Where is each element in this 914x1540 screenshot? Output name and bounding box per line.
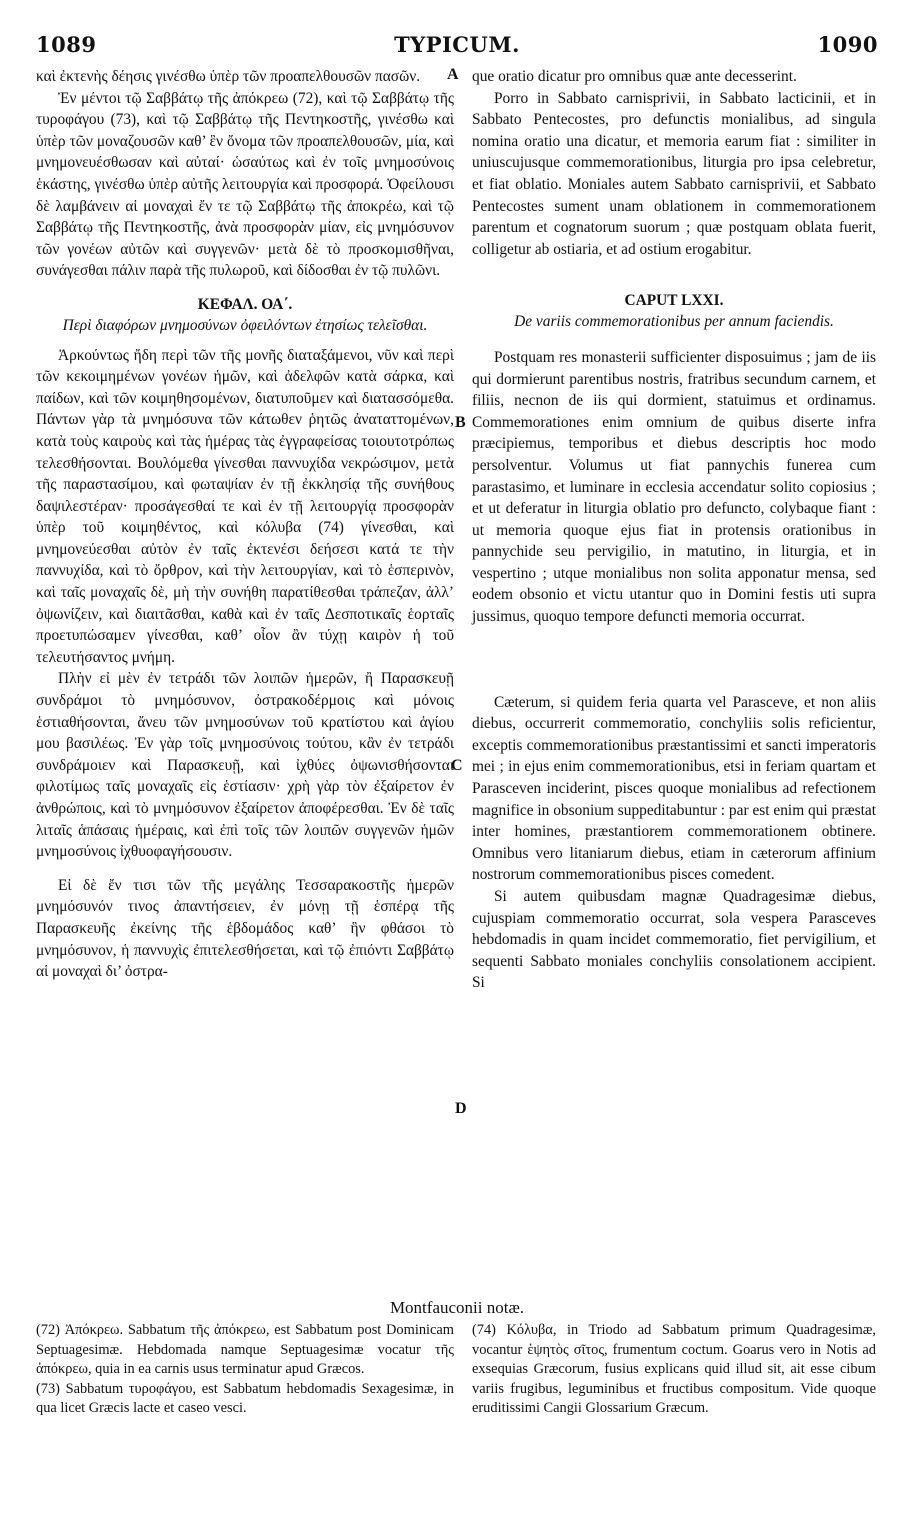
greek-paragraph-0: καὶ ἐκτενὴς δέησις γινέσθω ὑπὲρ τῶν προαπελθουσῶν πασῶν. xyxy=(36,68,421,85)
right-page-number: 1090 xyxy=(817,32,878,57)
latin-chapter-subtitle: De variis commemorationibus per annum faciendis. xyxy=(514,312,834,330)
greek-chapter-subtitle: Περὶ διαφόρων μνημοσύνων ὀφειλόντων ἐτησίως τελεῖσθαι. xyxy=(62,316,428,334)
note-73: (73) Sabbatum τυροφάγου, est Sabbatum hebdomadis Sexagesimæ, in qua licet Græcis lacte et caseo vesci. xyxy=(36,1380,454,1417)
notes-right-column xyxy=(472,1321,876,1419)
margin-marker-a: A xyxy=(447,66,459,83)
margin-marker-c: C xyxy=(451,757,463,774)
notes-left-column xyxy=(36,1321,454,1419)
note-72: (72) Ἀπόκρεω. Sabbatum τῆς ἀπόκρεω, est Sabbatum post Dominicam Septuagesimæ. Hebdomada namque Septuagesimæ vocatur τῆς ἀπόκρεω, quia in ea carnis usus terminatur apud Græcos. xyxy=(36,1322,454,1378)
greek-paragraph-3: Πλὴν εἰ μὲν ἐν τετράδι τῶν λοιπῶν ἡμερῶν, ἢ Παρασκευῇ συνδράμοι τὸ μνημόσυνον, ὀστρακοδέρμοις καὶ μόνοις ἑστιαθήσονται, ἄνευ τῶν μνημοσύνων τοῦ κρατίστου καὶ ἁγίου μου βασιλέως. Ἐν γὰρ τοῖς μνημοσύνοις τούτου, κἂν ἐν τετράδι συνδράμοιεν καὶ Παρασκευῇ, καὶ ἰχθύες ὀψωνισθήσονται φιλοτίμως ταῖς μοναχαῖς εἰς ἑστίασιν· χρὴ γὰρ τὸν ἐξαίρετον ἐν ἀνθρώποις, καὶ τὸ μνημόσυνον ἐξαίρετον ἀποφέρεσθαι. Ἐν δὲ ταῖς λιταῖς ἁπάσαις ἡμέραις, καὶ ἐπὶ τοῖς τῶν λοιπῶν συγγενῶν ἡμῶν μνημοσύνοις ἰχθυοφαγήσουσιν. xyxy=(36,670,454,861)
latin-paragraph-4: Si autem quibusdam magnæ Quadragesimæ diebus, cujuspiam commemoratio occurrat, sola vespera Parasceves hebdomadis in quam incidet commemoratio, fiet pervigilium, et sequenti Sabbato moniales conchyliis consolationem accipient. Si xyxy=(472,888,876,992)
left-page-number: 1089 xyxy=(36,32,97,57)
margin-marker-b: B xyxy=(455,414,466,431)
latin-paragraph-1: Porro in Sabbato carnisprivii, in Sabbato lacticinii, et in Sabbato Pentecostes, pro defunctis monialibus, ad singula nomina oratio una dicatur, et memoria earum fiat : similiter in uniuscujusque commemorationibus, liturgia pro ipsa celebretur, et fiat oblatio. Moniales autem Sabbato carnisprivii, et Sabbato Pentecostes sument unam oblationem in commemorationem parentum et cognatorum suorum ; quæ postquam oblata fuerit, colligetur ab ostiaria, et ad ostium erogabitur. xyxy=(472,89,876,258)
latin-paragraph-3: Cæterum, si quidem feria quarta vel Parasceve, et non aliis diebus, occurrerit commemoratio, conchyliis solis reficientur, exceptis commemorationibus præstantissimi et sancti imperatoris mei ; in ejus enim commemorationibus, etsi in feriam quartam et Parasceven inciderint, pisces quoque monialibus ad refectionem magnifice in obsonium suppeditabuntur : par est enim qui præstat inter homines, præstantiorem commemorationem obtinere. Omnibus vero litaniarum diebus, etiam in cæterorum affinium nostrorum commemorationibus pisces comedent. xyxy=(472,693,876,884)
latin-paragraph-2: Postquam res monasterii sufficienter disposuimus ; jam de iis qui dormierunt parentibus nostris, fratribus secundum carnem, et filiis, necnon de iis qui dormient, statuimus et ordinamus. Commemorationes enim omnium de quibus diserte infra præcipiemus, temporibus et diebus descriptis hoc modo persolventur. Volumus ut fiat pannychis funerea cum parastasimo, et luminare in ecclesia accendatur solito copiosius ; et ut deferatur in liturgia oblatio pro defuncto, colybaque fiant : ut memoria quoque ejus fiat in protensis orationibus in pannychide seu pervigilio, in matutino, in liturgia, et in vespertino ; utque monialibus non solita apponatur mensa, sed eodem obsonio et victu utantur quo in Domini festis uti supra jussimus, quoquo tempore defuncti memoria occurrat. xyxy=(472,348,876,626)
latin-paragraph-0: que oratio dicatur pro omnibus quæ ante decesserint. xyxy=(472,68,797,85)
greek-chapter-title: ΚΕΦΑΛ. ΟΑ΄. xyxy=(197,295,293,313)
notes-heading: Montfauconii notæ. xyxy=(389,1298,525,1317)
page-header xyxy=(36,32,878,62)
latin-chapter-title: CAPUT LXXI. xyxy=(624,292,724,310)
greek-paragraph-2: Ἀρκούντως ἤδη περὶ τῶν τῆς μονῆς διαταξάμενοι, νῦν καὶ περὶ τῶν κεκοιμημένων γονέων ἡμῶν, καὶ ἀδελφῶν κατὰ σάρκα, καὶ παίδων, καὶ τῶν κοιμηθησομένων, διατυποῦμεν καὶ διατασσόμεθα. Πάντων γὰρ τὰ μνημόσυνα τῶν κάτωθεν ῥητῶς ἀνατατтομένων, κατὰ τοὺς καιροὺς καὶ τὰς ἡμέρας τὰς ἐγγραφείσας τοιουτοτρόπως τελεσθήσονται. Βουλόμεθα γίνεσθαι παννυχίδα νεκρώσιμον, μετὰ τῆς παραστασίμου, καὶ φωταψίαν ἐν τῇ ἐκκλησίᾳ τῆς συνήθους δαψιλεστέραν· προσάγεσθαί τε καὶ ἐν τῇ λειτουργίᾳ προσφορὰν ὑπὲρ τοῦ κοιμηθέντος, καὶ κόλυβα (74) γίνεσθαι, καὶ μνημονεύεσθαι αὐτὸν ἐν ταῖς ἐκτενέσι δεήσεσι κατά τε τὴν παννυχίδα, καὶ τὸ ὄρθρον, καὶ τὴν λειτουργίαν, καὶ τὸ ἑσπερινὸν, καὶ ταῖς μοναχαῖς δὲ, μὴ τὴν συνήθη παρατίθεσθαι τράπεζαν, ἀλλ’ ὀψωνίζειν, καὶ διαιτᾶσθαι, καθὰ καὶ ἐν ταῖς Δεσποτικαῖς ἑορταῖς προετυπώσαμεν γίνεσθαι, καθ’ οἷον ἂν τύχῃ καιρὸν ἡ τοῦ τελευτήσαντος μνήμη. xyxy=(36,346,454,666)
greek-paragraph-4: Εἰ δὲ ἔν τισι τῶν τῆς μεγάλης Τεσσαρακοστῆς ἡμερῶν μνημόσυνόν τινος ἀπαντήσειεν, ἐν μόνῃ τῇ ἑσπέρᾳ τῆς Παρασκευῆς ἐκείνης τῆς ἑβδομάδος καθ’ ἣν φθάσοι τὸ μνημόσυνον, ἡ παννυχὶς ἐπιτελεσθήσεται, καὶ τῷ ἐπιόντι Σαββάτῳ αἱ μοναχαὶ δι’ ὀστρα- xyxy=(36,876,454,981)
greek-column xyxy=(36,66,454,983)
greek-paragraph-1: Ἐν μέντοι τῷ Σαββάτῳ τῆς ἀπόκρεω (72), καὶ τῷ Σαββάτῳ τῆς τυροφάγου (73), καὶ τῷ Σαββάτῳ τῆς Πεντηκοστῆς, γινέσθω καὶ ὑπὲρ τῶν μοναζουσῶν καθ’ ἓν ὄνομα τῶν προαπελθουσῶν, μία, καὶ μνημονευέσθωσαν καὶ αὐταί· ὡσαύτως καὶ ἐν τοῖς μνημοσύνοις ἑκάστης, γινέσθω ὑπὲρ αὐτῆς λειτουργία καὶ προσφορά. Ὀφείλουσι δὲ λαμβάνειν αἱ μοναχαὶ ἔν τε τῷ Σαββάτῳ τῆς ἀποκρέω, καὶ τῷ Σαββάτῳ τῆς Πεντηκοστῆς, ἀνὰ προσφορὰν μίαν, εἰς μνημόσυνον τῶν γονέων αὐτῶν καὶ συγγενῶν· μετὰ δὲ τὸ προσκομισθῆναι, συνάγεσθαι πάλιν παρὰ τῆς πυλωροῦ, καὶ δίδοσθαι ἐν τῷ πυλῶνι. xyxy=(36,89,454,280)
margin-marker-d: D xyxy=(455,1100,467,1117)
latin-column xyxy=(472,66,876,994)
note-74: (74) Κόλυβα, in Triodo ad Sabbatum primum Quadragesimæ, vocantur ἑψητὸς σῖτος, frumentum coctum. Goarus vero in Notis ad exsequias Græcorum, fusius explicans quid illud sit, ait esse cibum variis frugibus, leguminibus et fructibus compositum. Vide quoque eruditissimi Cangii Glossarium Græcum. xyxy=(472,1322,876,1417)
running-title: TYPICUM. xyxy=(394,32,520,57)
